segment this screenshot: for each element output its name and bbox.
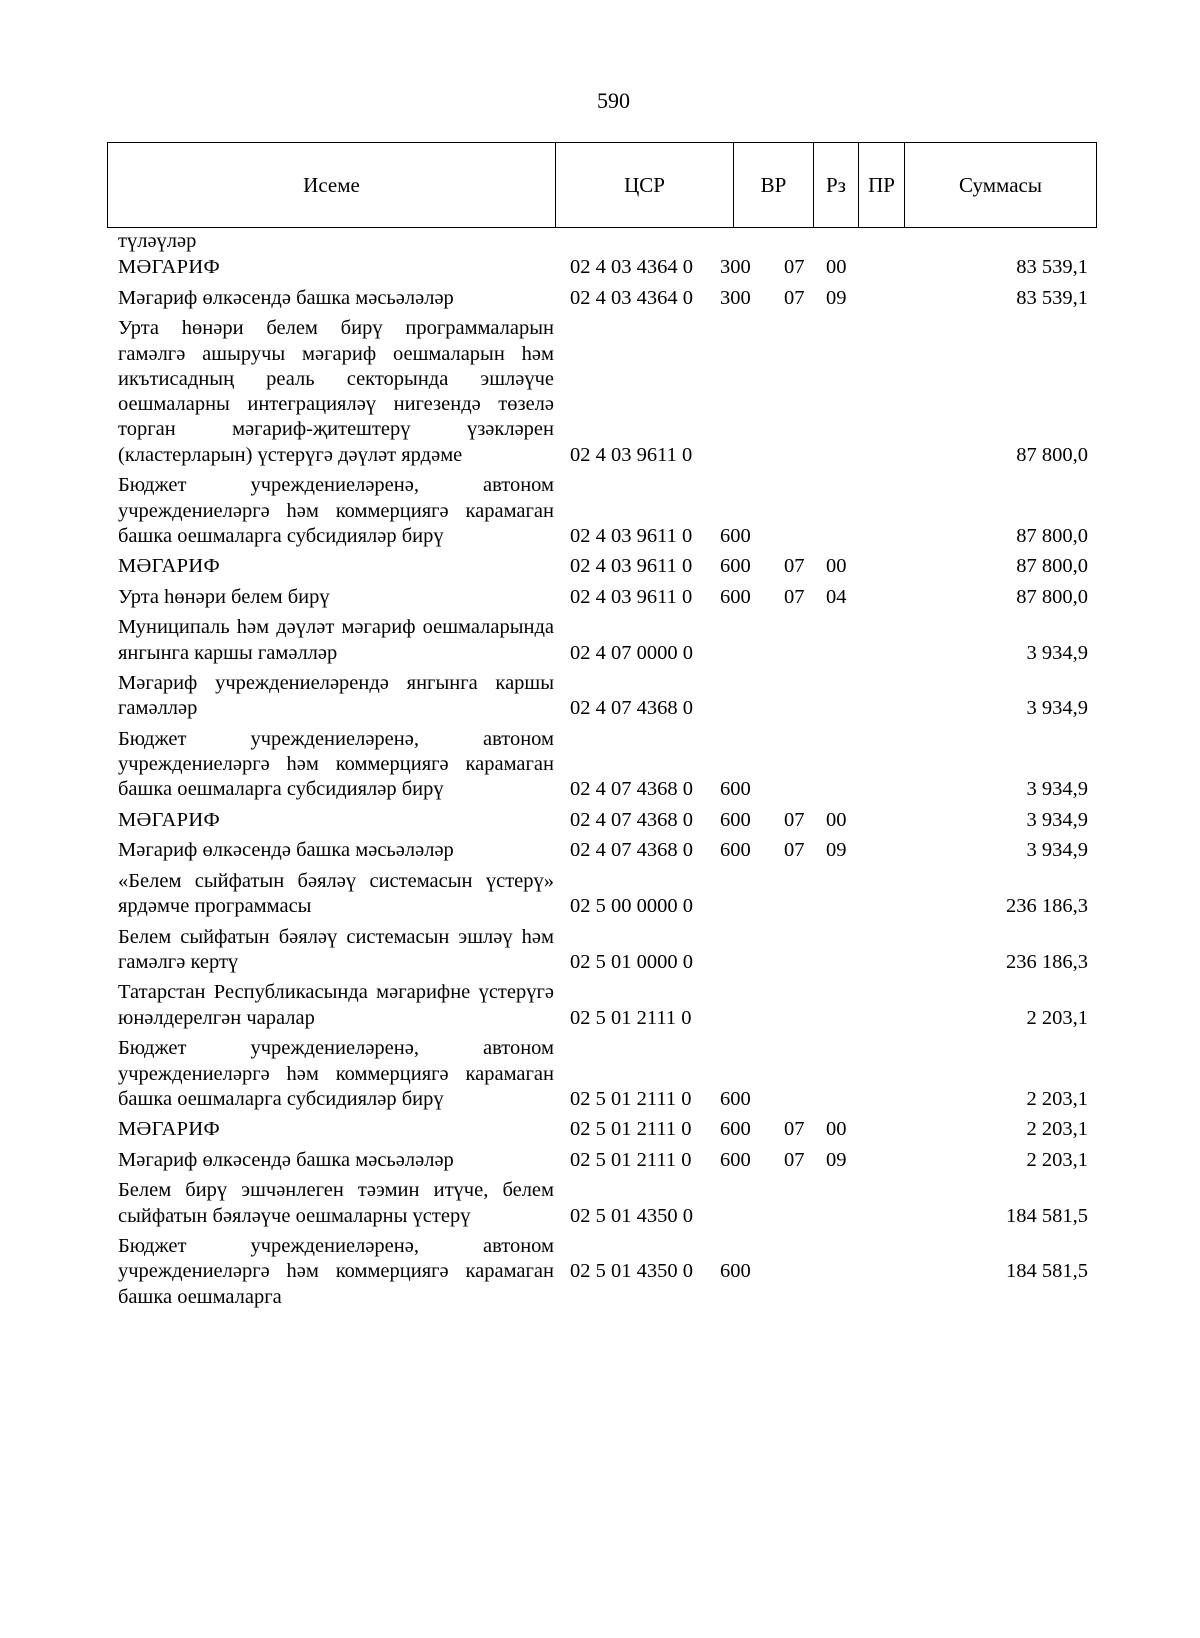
row-sum: 2 203,1 xyxy=(1026,1006,1088,1029)
row-csr: 02 4 03 4364 0 xyxy=(570,256,693,279)
header-vr: ВР xyxy=(734,143,814,227)
row-sum: 87 800,0 xyxy=(1016,585,1088,608)
table-row xyxy=(118,473,1098,549)
row-sum: 3 934,9 xyxy=(1026,697,1088,720)
row-name: Бюджет учреждениеләренә, автоном учреждениеләргә һәм коммерциягә карамаган башка оешмаларга субсидияләр бирү xyxy=(118,727,554,801)
row-name: «Белем сыйфатын бәяләү системасын үстерү» ярдәмче программасы xyxy=(118,869,554,918)
header-rz: Рз xyxy=(814,143,859,227)
row-csr: 02 5 01 0000 0 xyxy=(570,950,693,973)
row-sum: 236 186,3 xyxy=(1006,895,1088,918)
row-sum: 184 581,5 xyxy=(1006,1260,1088,1283)
row-pr: 00 xyxy=(826,808,847,831)
row-rz: 07 xyxy=(784,1118,805,1141)
row-csr: 02 4 03 9611 0 xyxy=(570,585,693,608)
row-sum: 3 934,9 xyxy=(1026,808,1088,831)
row-name: Татарстан Республикасында мәгарифне үстерүгә юнәлдерелгән чаралар xyxy=(118,981,554,1029)
row-vr: 600 xyxy=(720,839,751,862)
table-row xyxy=(118,316,1098,468)
row-vr: 600 xyxy=(720,555,751,578)
row-csr: 02 4 03 9611 0 xyxy=(570,555,693,578)
row-vr: 600 xyxy=(720,585,751,608)
row-sum: 3 934,9 xyxy=(1026,778,1088,801)
table-header xyxy=(107,142,1097,228)
row-sum: 3 934,9 xyxy=(1026,641,1088,664)
row-sum: 83 539,1 xyxy=(1016,286,1088,309)
row-name: МӘГАРИФ xyxy=(118,555,220,578)
row-sum: 2 203,1 xyxy=(1026,1148,1088,1171)
table-row xyxy=(118,980,1098,1031)
table-row xyxy=(118,727,1098,803)
table-row xyxy=(118,1234,1098,1310)
table-row xyxy=(118,229,1098,254)
row-csr: 02 4 03 9611 0 xyxy=(570,443,693,466)
row-name: МӘГАРИФ xyxy=(118,808,220,831)
row-name: Белем сыйфатын бәяләү системасын эшләү һәм гамәлгә кертү xyxy=(118,925,554,973)
row-vr: 300 xyxy=(720,256,751,279)
row-csr: 02 5 01 2111 0 xyxy=(570,1148,692,1171)
row-vr: 600 xyxy=(720,1087,751,1110)
row-name: түләүләр xyxy=(118,230,197,252)
row-csr: 02 4 07 0000 0 xyxy=(570,641,693,664)
table-row xyxy=(118,838,1098,863)
row-rz: 07 xyxy=(784,585,805,608)
row-pr: 00 xyxy=(826,555,847,578)
row-name: Мәгариф өлкәсендә башка мәсьәләләр xyxy=(118,839,454,862)
row-vr: 600 xyxy=(720,1148,751,1171)
row-sum: 87 800,0 xyxy=(1016,524,1088,547)
row-name: Бюджет учреждениеләренә, автоном учреждениеләргә һәм коммерциягә карамаган башка оешмаларга xyxy=(118,1235,554,1308)
table-row xyxy=(118,615,1098,666)
row-csr: 02 4 07 4368 0 xyxy=(570,778,693,801)
row-pr: 09 xyxy=(826,839,847,862)
row-rz: 07 xyxy=(784,286,805,309)
row-pr: 00 xyxy=(826,256,847,279)
row-pr: 09 xyxy=(826,1148,847,1171)
row-csr: 02 4 07 4368 0 xyxy=(570,839,693,862)
row-name: Бюджет учреждениеләренә, автоном учреждениеләргә һәм коммерциягә карамаган башка оешмаларга субсидияләр бирү xyxy=(118,1037,554,1110)
row-sum: 87 800,0 xyxy=(1016,443,1088,466)
row-csr: 02 5 01 4350 0 xyxy=(570,1260,693,1283)
table-row xyxy=(118,925,1098,976)
row-name: МӘГАРИФ xyxy=(118,1118,220,1141)
header-sum: Суммасы xyxy=(959,172,1042,197)
row-csr: 02 5 01 2111 0 xyxy=(570,1087,692,1110)
row-name: Урта һөнәри белем бирү программаларын гамәлгә ашыручы мәгариф оешмаларын һәм икътисадның реаль секторында эшләүче оешмаларны интеграцияләү нигезендә төзелә торган мәгариф-җитештерү үзәкләрен (кластерларын) үстерүгә дәүләт ярдәме xyxy=(118,317,554,466)
row-pr: 00 xyxy=(826,1118,847,1141)
header-pr: ПР xyxy=(859,143,905,227)
row-name: Мәгариф өлкәсендә башка мәсьәләләр xyxy=(118,1148,454,1171)
table-row xyxy=(118,286,1098,311)
row-vr: 600 xyxy=(720,1118,751,1141)
table-row xyxy=(118,1178,1098,1229)
row-sum: 3 934,9 xyxy=(1026,839,1088,862)
row-vr: 600 xyxy=(720,778,751,801)
table-body xyxy=(118,229,1098,1315)
row-name: Урта һөнәри белем бирү xyxy=(118,585,330,608)
row-csr: 02 5 00 0000 0 xyxy=(570,895,693,918)
row-pr: 04 xyxy=(826,585,847,608)
row-rz: 07 xyxy=(784,1148,805,1171)
row-csr: 02 4 07 4368 0 xyxy=(570,808,693,831)
row-vr: 300 xyxy=(720,286,751,309)
row-csr: 02 4 03 4364 0 xyxy=(570,286,693,309)
row-rz: 07 xyxy=(784,839,805,862)
table-row xyxy=(118,554,1098,579)
row-sum: 236 186,3 xyxy=(1006,950,1088,973)
row-sum: 2 203,1 xyxy=(1026,1118,1088,1141)
row-name: МӘГАРИФ xyxy=(118,256,220,279)
row-name: Муниципаль һәм дәүләт мәгариф оешмаларында янгынга каршы гамәлләр xyxy=(118,616,554,664)
header-csr: ЦСР xyxy=(556,143,734,227)
row-csr: 02 4 07 4368 0 xyxy=(570,697,693,720)
row-rz: 07 xyxy=(784,256,805,279)
row-rz: 07 xyxy=(784,555,805,578)
row-csr: 02 5 01 2111 0 xyxy=(570,1118,692,1141)
row-sum: 184 581,5 xyxy=(1006,1204,1088,1227)
row-sum: 2 203,1 xyxy=(1026,1087,1088,1110)
table-row xyxy=(118,585,1098,610)
table-row xyxy=(118,1036,1098,1112)
row-name: Бюджет учреждениеләренә, автоном учреждениеләргә һәм коммерциягә карамаган башка оешмаларга субсидияләр бирү xyxy=(118,474,554,547)
row-vr: 600 xyxy=(720,524,751,547)
table-row xyxy=(118,808,1098,833)
row-rz: 07 xyxy=(784,808,805,831)
header-name: Исеме xyxy=(108,143,556,227)
row-csr: 02 5 01 2111 0 xyxy=(570,1006,692,1029)
row-name: Белем бирү эшчәнлеген тәэмин итүче, белем сыйфатын бәяләүче оешмаларны үстерү xyxy=(118,1179,554,1227)
table-row xyxy=(118,1117,1098,1142)
row-sum: 83 539,1 xyxy=(1016,256,1088,279)
row-vr: 600 xyxy=(720,1260,751,1283)
row-name: Мәгариф өлкәсендә башка мәсьәләләр xyxy=(118,286,454,309)
table-row xyxy=(118,1148,1098,1173)
table-row xyxy=(118,671,1098,722)
row-csr: 02 5 01 4350 0 xyxy=(570,1204,693,1227)
row-vr: 600 xyxy=(720,808,751,831)
table-row xyxy=(118,255,1098,280)
row-name: Мәгариф учреждениеләрендә янгынга каршы гамәлләр xyxy=(118,672,554,720)
row-csr: 02 4 03 9611 0 xyxy=(570,524,693,547)
table-row xyxy=(118,869,1098,920)
row-pr: 09 xyxy=(826,286,847,309)
row-sum: 87 800,0 xyxy=(1016,555,1088,578)
page-number: 590 xyxy=(597,88,630,113)
